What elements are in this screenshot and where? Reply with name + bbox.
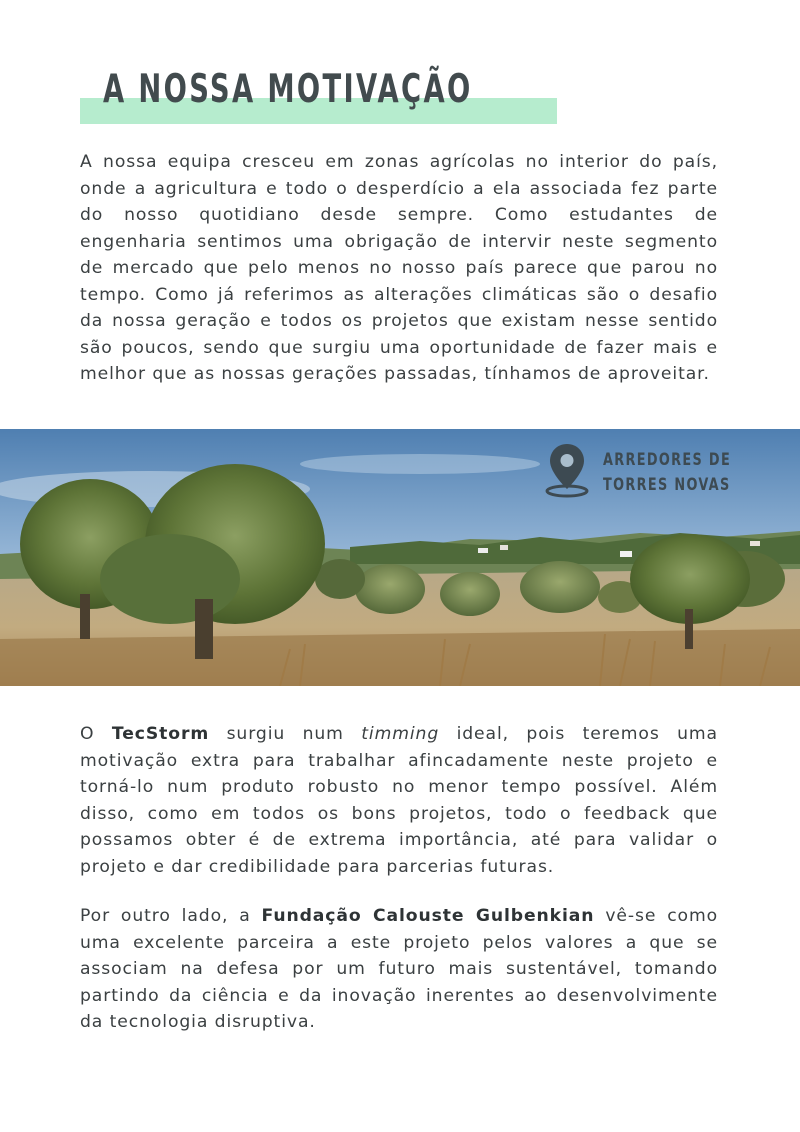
map-pin-icon xyxy=(545,442,591,498)
tecstorm-paragraph xyxy=(80,721,718,880)
page-title: A NOSSA MOTIVAÇÃO xyxy=(103,67,473,112)
gulbenkian-paragraph xyxy=(80,903,718,1036)
tecstorm-mid: surgiu num xyxy=(209,724,362,744)
location-line-1: ARREDORES DE xyxy=(603,450,732,470)
tecstorm-rest: ideal, pois teremos uma motivação extra para trabalhar afincadamente neste projeto e torná-lo num produto robusto no menor tempo possível. Além disso, como em todos os bons projetos, todo o feedback que possamos obter é de extrema importância, até para validar o projeto e dar credibilidade para parcerias futuras. xyxy=(80,724,718,877)
gulbenkian-brand: Fundação Calouste Gulbenkian xyxy=(261,906,595,926)
gulbenkian-prefix: Por outro lado, a xyxy=(80,906,262,926)
intro-paragraph: A nossa equipa cresceu em zonas agrícolas no interior do país, onde a agricultura e todo o desperdício a ela associada fez parte do nosso quotidiano desde sempre. Como estudantes de engenharia sentimos uma obrigação de intervir neste segmento de mercado que pelo menos no nosso país parece que parou no tempo. Como já referimos as alterações climáticas são o desafio da nossa geração e todos os projetos que existam nesse sentido são poucos, sendo que surgiu uma oportunidade de fazer mais e melhor que as nossas gerações passadas, tínhamos de aproveitar. xyxy=(80,152,718,384)
location-line-2: TORRES NOVAS xyxy=(603,475,731,495)
tecstorm-brand: TecStorm xyxy=(111,724,210,744)
location-label xyxy=(545,442,765,502)
tecstorm-emphasis: timming xyxy=(361,724,440,744)
tecstorm-prefix: O xyxy=(80,724,112,744)
gulbenkian-rest: vê-se como uma excelente parceira a este projeto pelos valores a que se associam na defesa por um futuro mais sustentável, tomando partindo da ciência e da inovação inerentes ao desenvolvimente da tecnologia disruptiva. xyxy=(80,906,719,1032)
